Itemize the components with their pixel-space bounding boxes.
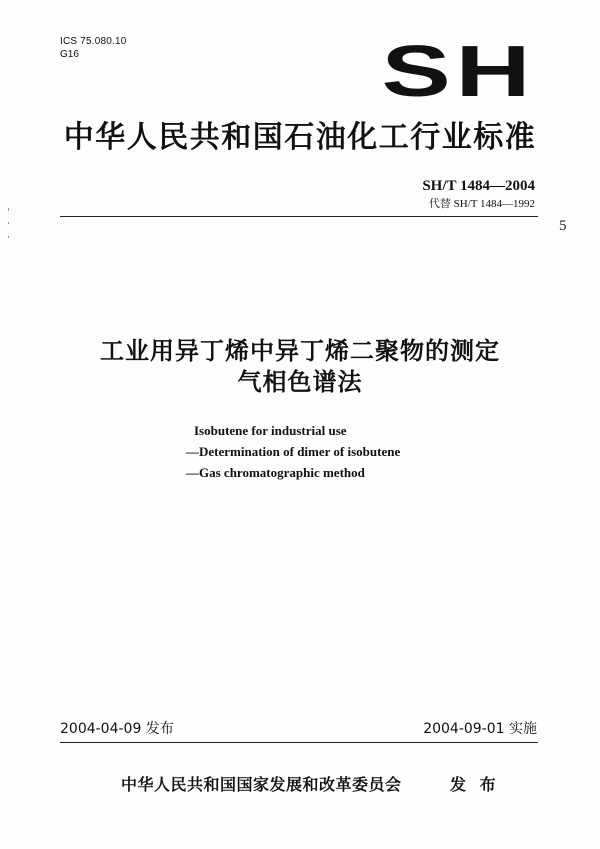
standard-number: SH/T 1484—2004 [422, 178, 535, 194]
replaces-standard: 代替 SH/T 1484—1992 [428, 198, 535, 210]
sh-logo: SH [381, 30, 535, 112]
bottom-divider [60, 742, 538, 743]
implementation-date: 2004-09-01 实施 [423, 721, 537, 737]
english-title [186, 420, 400, 483]
organization-title: 中华人民共和国石油化工行业标准 [63, 120, 537, 155]
ics-code: ICS 75.080.10 [60, 36, 127, 47]
english-title-line-2: —Determination of dimer of isobutene [186, 444, 401, 459]
scan-speck [8, 236, 9, 238]
chinese-title-line-2: 气相色谱法 [237, 368, 363, 396]
classification-code: G16 [60, 49, 79, 60]
english-title-line-1: Isobutene for industrial use [194, 423, 347, 438]
english-title-line-3: —Gas chromatographic method [186, 465, 365, 480]
publication-date: 2004-04-09 发布 [60, 721, 174, 737]
side-mark: 5 [559, 218, 567, 234]
top-divider [60, 216, 538, 217]
issuing-authority: 中华人民共和国国家发展和改革委员会 [121, 775, 402, 794]
issue-label: 发 布 [450, 775, 500, 794]
scan-speck [8, 208, 9, 211]
scan-speck [8, 222, 9, 224]
chinese-title-line-1: 工业用异丁烯中异丁烯二聚物的测定 [100, 337, 500, 365]
